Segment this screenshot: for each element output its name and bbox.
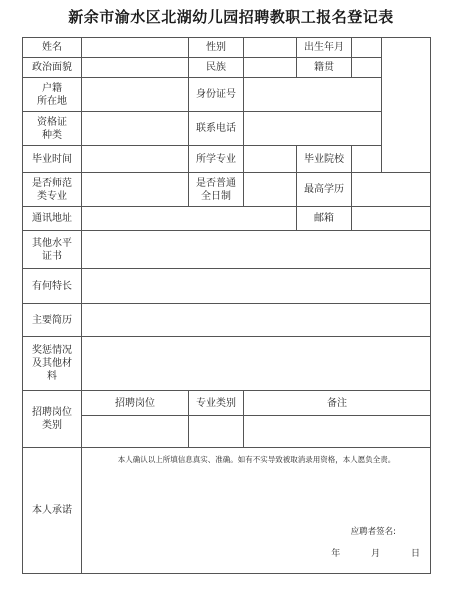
field-political[interactable] <box>82 58 189 78</box>
label-normal-major: 是否师范 类专业 <box>32 177 72 202</box>
field-specialty[interactable] <box>82 269 431 304</box>
field-grad-time[interactable] <box>82 146 189 173</box>
date-month: 月 <box>371 549 381 559</box>
label-specialty: 有何特长 <box>23 269 82 304</box>
header-major-category: 专业类别 <box>189 391 244 416</box>
label-certificate: 资格证 种类 <box>37 116 67 141</box>
field-other-cert[interactable] <box>82 231 431 269</box>
label-education: 最高学历 <box>297 173 352 207</box>
header-remark: 备注 <box>244 391 431 416</box>
label-fulltime: 是否普通 全日制 <box>196 177 236 202</box>
field-resume[interactable] <box>82 304 431 337</box>
label-phone: 联系电话 <box>189 112 244 146</box>
field-gender[interactable] <box>244 38 297 58</box>
field-remark[interactable] <box>244 416 431 448</box>
label-major: 所学专业 <box>189 146 244 173</box>
field-position[interactable] <box>82 416 189 448</box>
label-gender: 性别 <box>189 38 244 58</box>
field-major-category[interactable] <box>189 416 244 448</box>
pledge-cell[interactable] <box>82 448 431 574</box>
label-awards: 奖惩情况 及其他材 料 <box>32 345 72 382</box>
field-name[interactable] <box>82 38 189 58</box>
field-major[interactable] <box>244 146 297 173</box>
field-email[interactable] <box>352 207 431 231</box>
field-school[interactable] <box>352 146 382 173</box>
header-position: 招聘岗位 <box>82 391 189 416</box>
field-native-place[interactable] <box>352 58 382 78</box>
label-pledge: 本人承诺 <box>23 448 82 574</box>
label-birth: 出生年月 <box>297 38 352 58</box>
label-grad-time: 毕业时间 <box>23 146 82 173</box>
field-birth[interactable] <box>352 38 382 58</box>
field-address[interactable] <box>82 207 297 231</box>
field-ethnicity[interactable] <box>244 58 297 78</box>
date-day: 日 <box>410 549 420 559</box>
signature-date <box>317 548 420 561</box>
label-email: 邮箱 <box>297 207 352 231</box>
label-ethnicity: 民族 <box>189 58 244 78</box>
date-year: 年 <box>331 549 341 559</box>
label-resume: 主要简历 <box>23 304 82 337</box>
label-household: 户籍 所在地 <box>37 82 67 107</box>
photo-area[interactable] <box>382 38 431 173</box>
field-certificate[interactable] <box>82 112 189 146</box>
field-fulltime[interactable] <box>244 173 297 207</box>
label-other-cert: 其他水平 证书 <box>32 237 72 262</box>
label-political: 政治面貌 <box>23 58 82 78</box>
field-education[interactable] <box>352 173 431 207</box>
field-household[interactable] <box>82 78 189 112</box>
field-id-number[interactable] <box>244 78 382 112</box>
registration-table <box>22 37 431 574</box>
label-position-category: 招聘岗位 类别 <box>32 407 72 431</box>
field-awards[interactable] <box>82 337 431 391</box>
label-id-number: 身份证号 <box>189 78 244 112</box>
label-school: 毕业院校 <box>297 146 352 173</box>
field-normal-major[interactable] <box>82 173 189 207</box>
form-title: 新余市渝水区北湖幼儿园招聘教职工报名登记表 <box>68 8 394 26</box>
signature-label: 应聘者签名: <box>350 527 396 537</box>
label-name: 姓名 <box>23 38 82 58</box>
field-phone[interactable] <box>244 112 382 146</box>
pledge-text: 本人确认以上所填信息真实、准确。如有不实导致被取消录用资格，本人愿负全责。 <box>117 455 396 464</box>
label-native-place: 籍贯 <box>297 58 352 78</box>
label-address: 通讯地址 <box>23 207 82 231</box>
